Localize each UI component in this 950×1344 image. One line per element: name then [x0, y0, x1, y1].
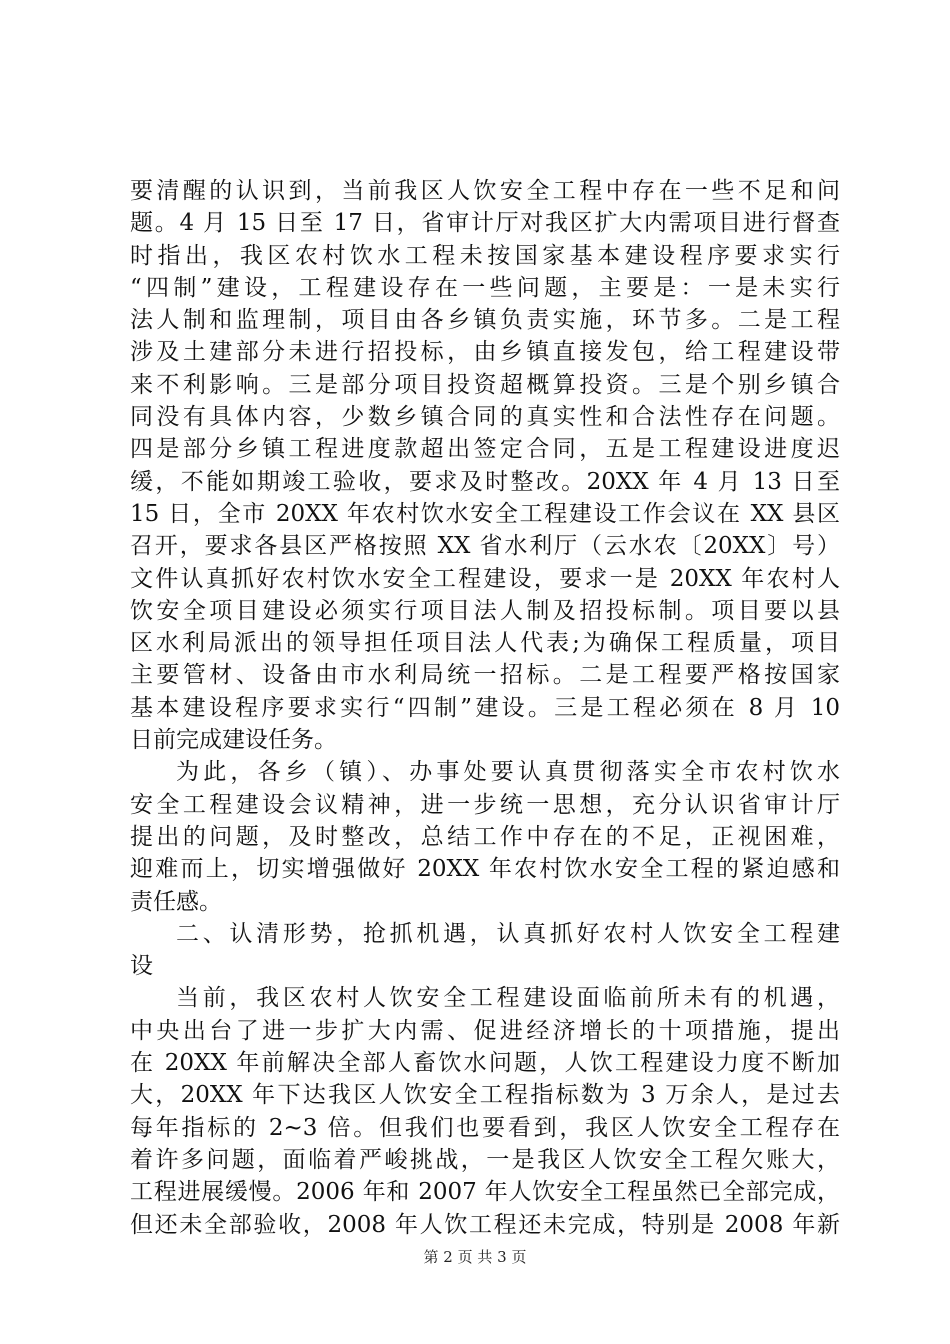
text-line: 责任感。	[130, 888, 222, 915]
text-line: 法人制和监理制，项目由各乡镇负责实施，环节多。二是工程	[130, 307, 840, 334]
text-line: 同没有具体内容，少数乡镇合同的真实性和合法性存在问题。	[130, 404, 840, 431]
text-line: 迎难而上，切实增强做好 20XX 年农村饮水安全工程的紧迫感和	[130, 856, 840, 883]
text-line: 日前完成建设任务。	[130, 727, 337, 754]
text-line: 工程进展缓慢。2006 年和 2007 年人饮安全工程虽然已全部完成，	[130, 1179, 840, 1206]
text-line: “四制”建设，工程建设存在一些问题，主要是：一是未实行	[130, 274, 840, 301]
text-line: 着许多问题，面临着严峻挑战，一是我区人饮安全工程欠账大，	[130, 1146, 840, 1173]
paragraph	[130, 982, 840, 1240]
heading-line: 设	[130, 953, 153, 980]
text-line: 区水利局派出的领导担任项目法人代表;为确保工程质量，项目	[130, 630, 840, 657]
text-line: 中央出台了进一步扩大内需、促进经济增长的十项措施，提出	[130, 1017, 840, 1044]
text-line: 要清醒的认识到，当前我区人饮安全工程中存在一些不足和问	[130, 178, 840, 204]
text-line: 大，20XX 年下达我区人饮安全工程指标数为 3 万余人，是过去	[130, 1082, 840, 1109]
text-line: 基本建设程序要求实行“四制”建设。三是工程必须在 8 月 10	[130, 694, 840, 721]
page-number-footer: 第 2 页 共 3 页	[423, 1248, 527, 1266]
paragraph	[130, 756, 840, 917]
text-line: 文件认真抓好农村饮水安全工程建设，要求一是 20XX 年农村人	[130, 565, 840, 592]
text-line: 但还未全部验收，2008 年人饮工程还未完成，特别是 2008 年新	[130, 1211, 840, 1238]
text-line: 15 日，全市 20XX 年农村饮水安全工程建设工作会议在 XX 县区	[130, 500, 840, 527]
paragraph	[130, 175, 840, 756]
text-line: 提出的问题，及时整改，总结工作中存在的不足，正视困难，	[130, 823, 840, 850]
text-line: 涉及土建部分未进行招投标，由乡镇直接发包，给工程建设带	[130, 339, 840, 366]
body-text	[130, 175, 840, 1241]
section-heading	[130, 918, 840, 983]
heading-line: 二、认清形势，抢抓机遇，认真抓好农村人饮安全工程建	[176, 920, 840, 947]
text-line: 在 20XX 年前解决全部人畜饮水问题，人饮工程建设力度不断加	[130, 1050, 840, 1077]
text-line: 主要管材、设备由市水利局统一招标。二是工程要严格按国家	[130, 662, 840, 689]
text-line: 题。4 月 15 日至 17 日，省审计厅对我区扩大内需项目进行督查	[130, 210, 840, 237]
text-line: 缓，不能如期竣工验收，要求及时整改。20XX 年 4 月 13 日至	[130, 468, 840, 495]
text-line: 召开，要求各县区严格按照 XX 省水利厅（云水农〔20XX〕号）	[130, 533, 840, 560]
text-line: 当前，我区农村人饮安全工程建设面临前所未有的机遇，	[176, 985, 840, 1012]
text-line: 来不利影响。三是部分项目投资超概算投资。三是个别乡镇合	[130, 371, 840, 398]
text-line: 每年指标的 2~3 倍。但我们也要看到，我区人饮安全工程存在	[130, 1114, 840, 1141]
text-line: 四是部分乡镇工程进度款超出签定合同，五是工程建设进度迟	[130, 436, 840, 463]
text-line: 安全工程建设会议精神，进一步统一思想，充分认识省审计厅	[130, 791, 840, 818]
text-line: 时指出，我区农村饮水工程未按国家基本建设程序要求实行	[130, 242, 840, 269]
text-line: 为此，各乡（镇）、办事处要认真贯彻落实全市农村饮水	[176, 759, 840, 786]
text-line: 饮安全项目建设必须实行项目法人制及招投标制。项目要以县	[130, 597, 840, 624]
